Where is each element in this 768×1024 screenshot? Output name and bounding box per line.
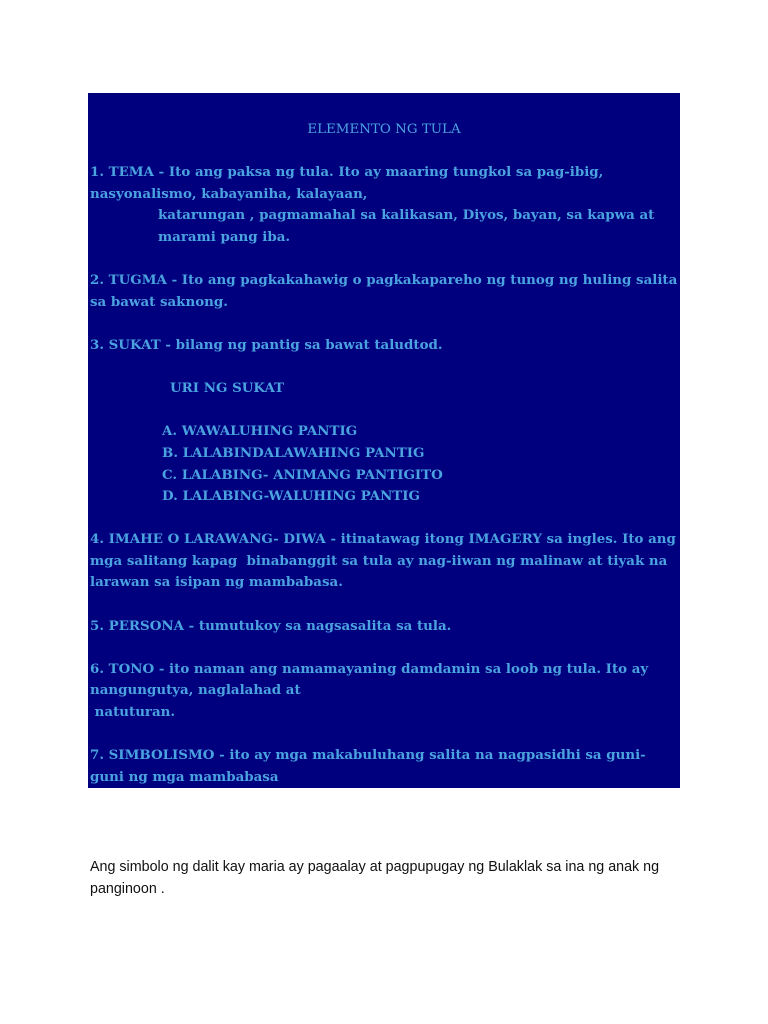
tugma-paragraph: 2. TUGMA - Ito ang pagkakahawig o pagkakapareho ng tunog ng huling salita sa bawat saknong. <box>90 272 682 310</box>
uri-item-a: A. WAWALUHING PANTIG <box>162 423 358 440</box>
tono-continuation: natuturan. <box>90 704 176 721</box>
spacer <box>90 400 678 422</box>
tono-paragraph: 6. TONO - ito naman ang namamayaning damdamin sa loob ng tula. Ito ay nangungutya, naglalahad at <box>90 660 653 699</box>
tema-continuation <box>90 205 678 248</box>
box-title: ELEMENTO NG TULA <box>307 122 461 137</box>
spacer <box>90 508 678 530</box>
uri-item-b: B. LALABINDALAWAHING PANTIG <box>162 444 425 461</box>
tema-line-2: katarungan , pagmamahal sa kalikasan, Diyos, bayan, sa kapwa at marami pang iba. <box>158 207 660 245</box>
uri-item-c: C. LALABING- ANIMANG PANTIGITO <box>162 466 443 483</box>
spacer <box>90 724 678 746</box>
spacer <box>90 637 678 659</box>
spacer <box>90 141 678 163</box>
spacer <box>90 594 678 616</box>
elements-of-poem-box <box>88 93 680 788</box>
uri-item-d: D. LALABING-WALUHING PANTIG <box>162 488 420 505</box>
imahe-paragraph: 4. IMAHE O LARAWANG- DIWA - itinatawag itong IMAGERY sa ingles. Ito ang mga salitang kapag binabanggit sa tula ay nag-iiwan ng malinaw at tiyak na larawan sa isipan ng mambabasa. <box>90 531 681 591</box>
tema-paragraph <box>90 162 678 205</box>
simbolismo-paragraph: 7. SIMBOLISMO - ito ay mga makabuluhang salita na nagpasidhi sa guni-guni ng mga mambabasa <box>90 747 646 785</box>
sukat-paragraph: 3. SUKAT - bilang ng pantig sa bawat taludtod. <box>90 336 443 353</box>
symbol-explanation-text: Ang simbolo ng dalit kay maria ay pagaalay at pagpupugay ng Bulaklak sa ina ng anak ng panginoon . <box>90 859 660 897</box>
persona-paragraph: 5. PERSONA - tumutukoy sa nagsasalita sa tula. <box>90 617 452 634</box>
uri-ng-sukat-heading: URI NG SUKAT <box>170 380 285 397</box>
tema-line-1: 1. TEMA - Ito ang paksa ng tula. Ito ay maaring tungkol sa pag-ibig, nasyonalismo, kabayaniha, kalayaan, <box>90 164 608 202</box>
spacer <box>90 357 678 379</box>
spacer <box>90 249 678 271</box>
spacer <box>90 313 678 335</box>
